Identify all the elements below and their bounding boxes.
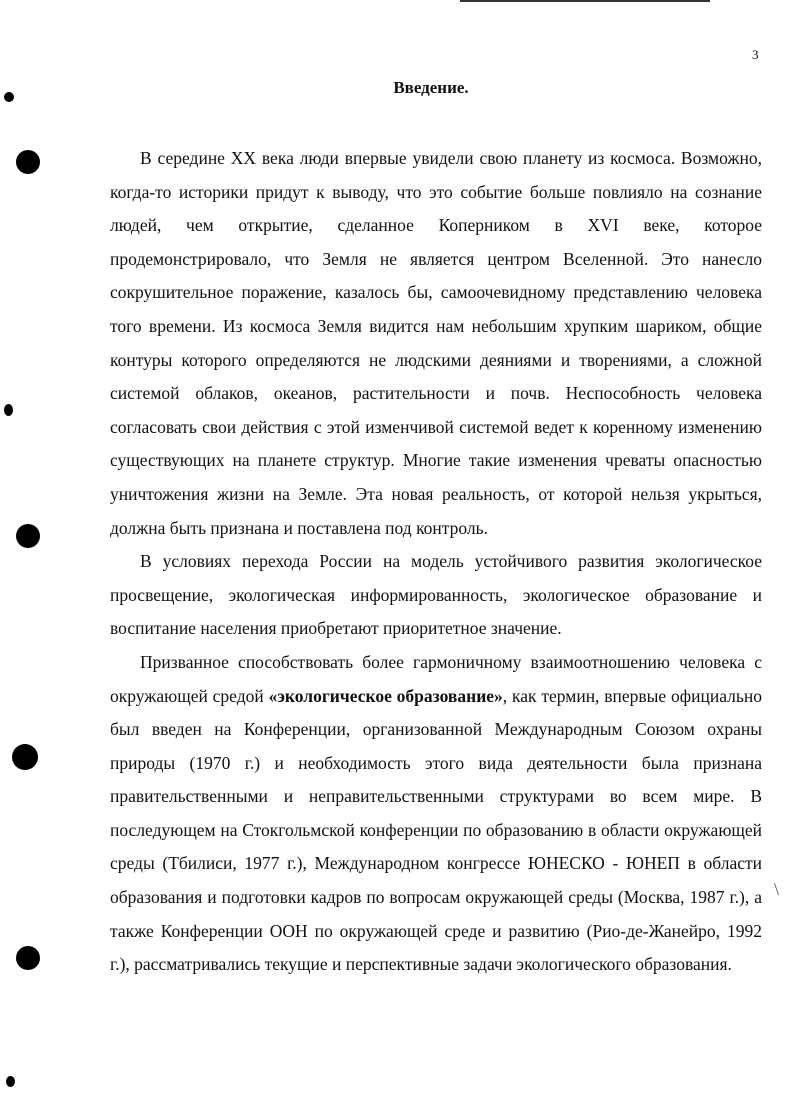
binder-hole-2 [16, 150, 40, 174]
page-title: Введение. [393, 78, 469, 97]
binder-hole-3 [4, 404, 13, 416]
paragraph-1: В середине XX века люди впервые увидели свою планету из космоса. Возможно, когда-то историки придут к выводу, что это событие больше повлияло на сознание людей, чем открытие, сделанное Коперником в XVI веке, которое продемонстрировало, что Земля не является центром Вселенной. Это нанесло сокрушительное поражение, казалось бы, самоочевидному представлению человека того времени. Из космоса Земля видится нам небольшим хрупким шариком, общие контуры которого определяются не людскими деяниями и творениями, а сложной системой облаков, океанов, растительности и почв. Неспособность человека согласовать свои действия с этой изменчивой системой ведет к коренному изменению существующих на планете структур. Многие такие изменения чреваты опасностью уничтожения жизни на Земле. Эта новая реальность, от которой нельзя укрыться, должна быть признана и поставлена под контроль. [110, 148, 762, 538]
binder-hole-1 [4, 92, 14, 102]
binder-hole-7 [6, 1076, 15, 1087]
page-number: 3 [752, 47, 759, 62]
paragraph-3-intro: Призванное способствовать более гармоничному взаимоотношению человека с окружающей средой [110, 651, 762, 706]
binder-hole-5 [12, 744, 38, 770]
paragraph-3-rest: , как термин, впервые официально был введен на Конференции, организованной Международным Союзом охраны природы (1970 г.) и необходимость этого вида деятельности была признана правительственными и неправительственными структурами во всем мире. В последующем на Стокгольмской конференции по образованию в области окружающей среды (Тбилиси, 1977 г.), Международном конгрессе ЮНЕСКО - ЮНЕП в области образования и подготовки кадров по вопросам окружающей среды (Москва, 1987 г.), а также Конференции ООН по окружающей среде и развитию (Рио-де-Жанейро, 1992 г.), рассматривались текущие и перспективные задачи экологического образования. [110, 685, 762, 975]
paragraph-2: В условиях перехода России на модель устойчивого развития экологическое просвещение, экологическая информированность, экологическое образование и воспитание населения приобретают приоритетное значение. [110, 551, 762, 639]
scan-top-edge-line [460, 0, 710, 2]
binder-hole-6 [16, 946, 40, 970]
binder-hole-4 [16, 524, 40, 548]
pencil-check-mark: \ [774, 879, 780, 899]
term-ecological-education: «экологическое образование» [268, 685, 503, 706]
document-body [110, 142, 762, 982]
paragraph-3 [110, 646, 762, 982]
